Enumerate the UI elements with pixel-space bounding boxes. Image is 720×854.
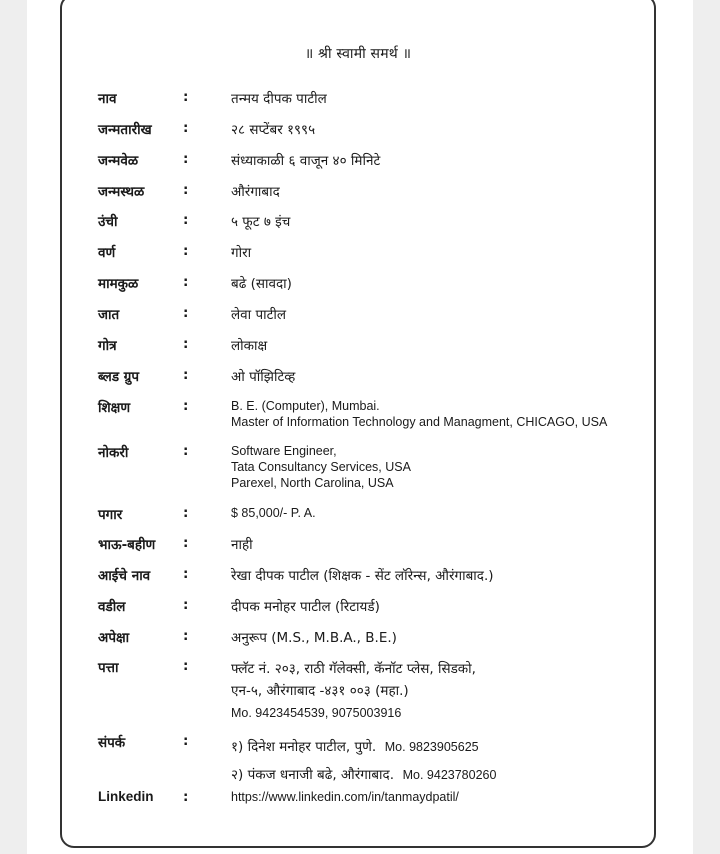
contact-name: १) दिनेश मनोहर पाटील, पुणे. [231, 739, 377, 755]
colon: : [183, 628, 189, 644]
value-name: तन्मय दीपक पाटील [231, 91, 327, 107]
contact-phone: Mo. 9423780260 [402, 768, 497, 782]
value-salary: $ 85,000/- P. A. [231, 506, 316, 520]
label-linkedin: Linkedin [98, 789, 154, 804]
label-mamkul: मामकुळ [98, 276, 139, 292]
linkedin-link[interactable]: https://www.linkedin.com/in/tanmaydpatil/ [231, 790, 459, 804]
value-contact [231, 733, 496, 789]
label-gotra: गोत्र [98, 338, 117, 354]
value-dob: २८ सप्टेंबर १९९५ [231, 122, 316, 138]
colon: : [183, 566, 189, 582]
label-dob: जन्मतारीख [98, 122, 152, 138]
label-contact: संपर्क [98, 735, 126, 751]
label-father: वडील [98, 599, 126, 615]
job-line: Parexel, North Carolina, USA [231, 476, 394, 490]
contact-phone: Mo. 9823905625 [384, 740, 479, 754]
colon: : [183, 505, 189, 521]
label-birth-place: जन्मस्थळ [98, 184, 145, 200]
contact-item [231, 761, 496, 789]
value-father: दीपक मनोहर पाटील (रिटायर्ड) [231, 599, 380, 615]
label-expectation: अपेक्षा [98, 630, 130, 646]
address-line: एन-५, औरंगाबाद -४३१ ००३ (महा.) [231, 683, 409, 699]
label-address: पत्ता [98, 660, 119, 676]
label-height: उंची [98, 214, 118, 230]
label-salary: पगार [98, 507, 123, 523]
value-education [231, 398, 607, 430]
colon: : [183, 367, 189, 383]
colon: : [183, 658, 189, 674]
value-birth-time: संध्याकाळी ६ वाजून ४० मिनिटे [231, 153, 381, 169]
value-gotra: लोकाक्ष [231, 338, 268, 354]
colon: : [183, 151, 189, 167]
header-title: ॥ श्री स्वामी समर्थ ॥ [304, 46, 412, 62]
colon: : [183, 597, 189, 613]
address-line: फ्लॅट नं. २०३, राठी गॅलेक्सी, कॅनॉट प्लेस, सिडको, [231, 661, 476, 677]
label-name: नाव [98, 91, 117, 107]
value-complexion: गोरा [231, 245, 252, 261]
colon: : [183, 336, 189, 352]
label-job: नोकरी [98, 445, 129, 461]
colon: : [183, 274, 189, 290]
value-job [231, 443, 411, 491]
job-line: Software Engineer, [231, 444, 337, 458]
colon: : [183, 398, 189, 414]
education-line: Master of Information Technology and Managment, CHICAGO, USA [231, 415, 608, 429]
job-line: Tata Consultancy Services, USA [231, 460, 411, 474]
value-expectation: अनुरूप (M.S., M.B.A., B.E.) [231, 630, 397, 646]
contact-name: २) पंकज धनाजी बढे, औरंगाबाद. [231, 767, 395, 783]
value-mother: रेखा दीपक पाटील (शिक्षक - सेंट लॉरेन्स, औरंगाबाद.) [231, 568, 494, 584]
colon: : [183, 789, 189, 805]
label-complexion: वर्ण [98, 245, 116, 261]
colon: : [183, 243, 189, 259]
label-blood-group: ब्लड ग्रुप [98, 369, 140, 385]
value-mamkul: बढे (सावदा) [231, 276, 292, 292]
colon: : [183, 182, 189, 198]
label-birth-time: जन्मवेळ [98, 153, 139, 169]
colon: : [183, 733, 189, 749]
colon: : [183, 212, 189, 228]
contact-item [231, 733, 496, 761]
colon: : [183, 305, 189, 321]
label-caste: जात [98, 307, 120, 323]
value-height: ५ फूट ७ इंच [231, 214, 291, 230]
value-blood-group: ओ पॉझिटिव्ह [231, 369, 296, 385]
address-phone: Mo. 9423454539, 9075003916 [231, 706, 402, 720]
value-siblings: नाही [231, 537, 253, 553]
value-caste: लेवा पाटील [231, 307, 287, 323]
colon: : [183, 443, 189, 459]
label-siblings: भाऊ-बहीण [98, 537, 156, 553]
label-education: शिक्षण [98, 400, 131, 416]
value-address [231, 658, 476, 724]
colon: : [183, 89, 189, 105]
colon: : [183, 120, 189, 136]
value-birth-place: औरंगाबाद [231, 184, 280, 200]
label-mother: आईचे नाव [98, 568, 151, 584]
education-line: B. E. (Computer), Mumbai. [231, 399, 380, 413]
colon: : [183, 535, 189, 551]
